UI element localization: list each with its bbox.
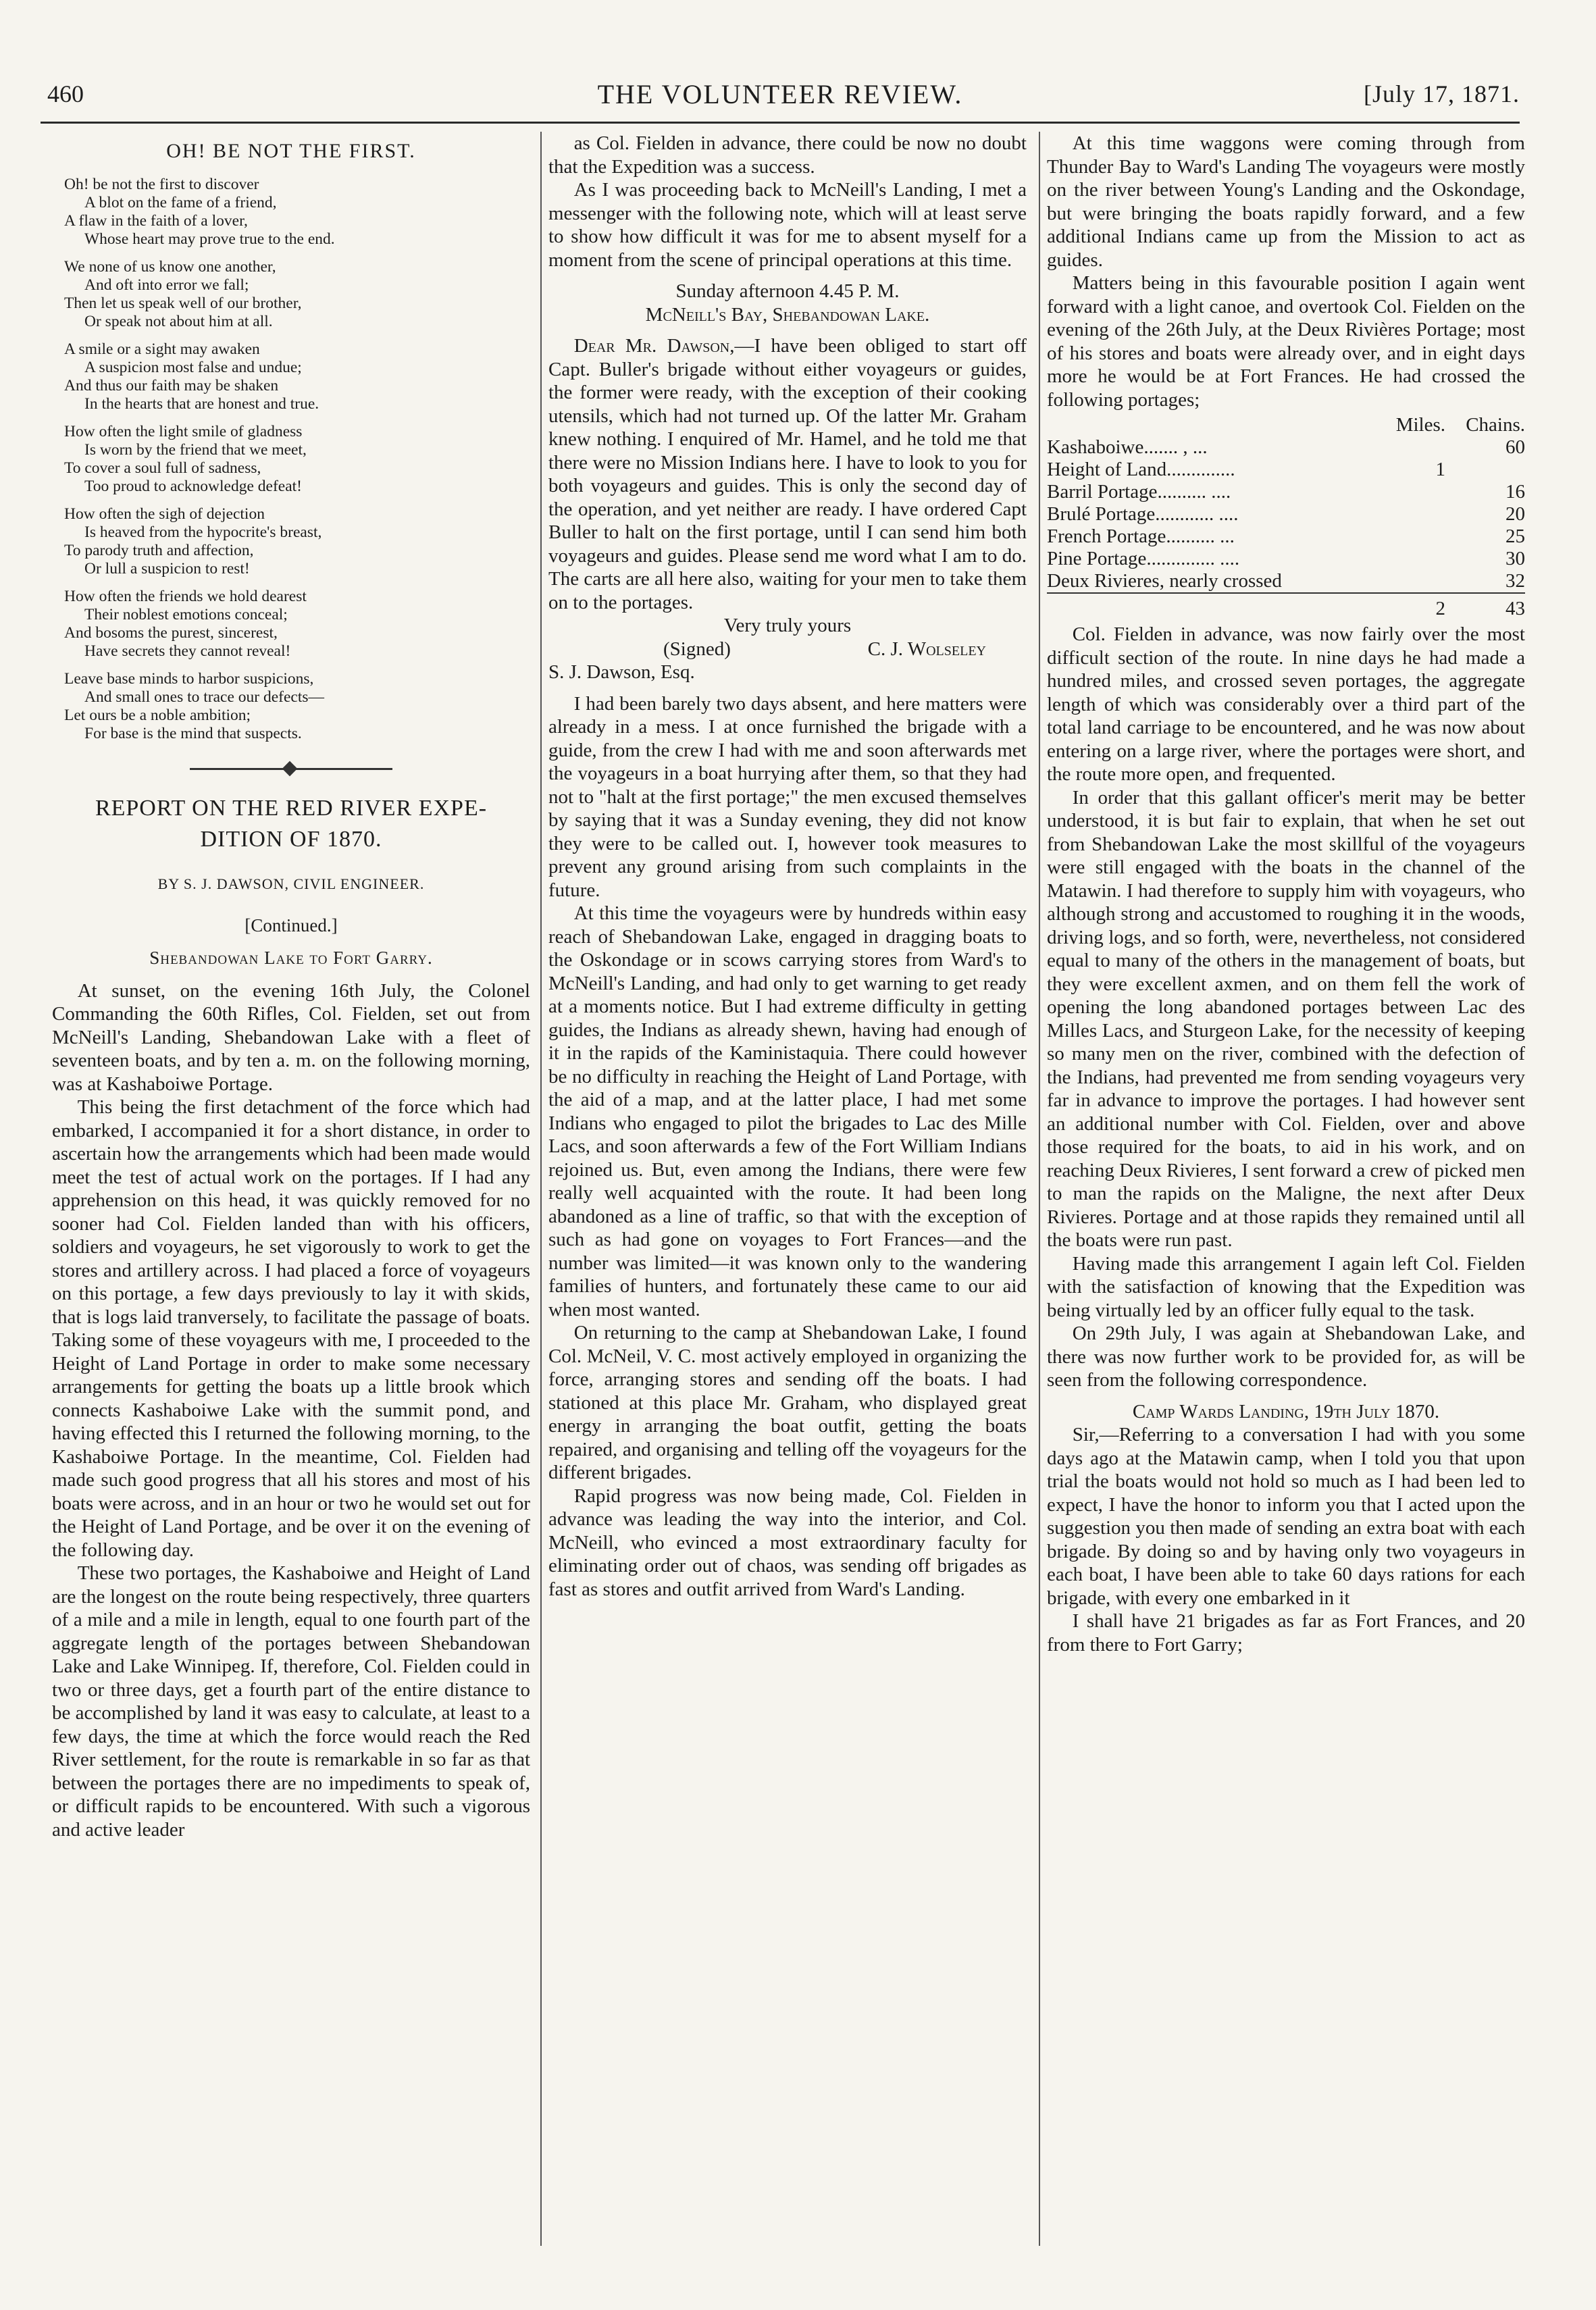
section-subtitle: Shebandowan Lake to Fort Garry. <box>149 948 433 968</box>
portage-name: Brulé Portage............ .... <box>1047 503 1239 525</box>
poem-line: Or speak not about him at all. <box>84 312 273 330</box>
paragraph: In order that this gallant officer's merit may be better understood, it is but fair to explain, that when he set out from Shebandowan Lake the most skillful of the voyageurs were still engaged with the boats in the channel of the Matawin. I had therefore to supply him with voyageurs, who although strong and accustomed to roughing it in the woods, driving logs, and so forth, were, nevertheless, not considered equal to many of the others in the management of boats, but they were excellent axmen, and on them fell the work of opening the long abandoned portages between Lac des Milles Lacs, and Sturgeon Lake, for the necessity of keeping so many men on the river, combined with the defection of the Indians, had prevented me from sending voyageurs very far in advance to improve the portages. I had however sent an additional number with Col. Fielden, over and above those required for the boats, to aid in his work, and on reaching Deux Rivieres, I sent forward a crew of picked men to man the rapids on the Maligne, the next after Deux Rivieres. Portage and at those rapids they remained until all the boats were run past. <box>1047 786 1525 1251</box>
page-number: 460 <box>47 80 84 107</box>
paragraph: At sunset, on the evening 16th July, the Colonel Commanding the 60th Rifles, Col. Fielden, set out from McNeill's Landing, Shebandowan Lake with a fleet of seventeen boats, and by ten a. m. on the following morning, was at Kashaboiwe Portage. <box>52 979 530 1095</box>
chains-header: Chains. <box>1466 414 1525 436</box>
poem-line: How often the friends we hold dearest <box>64 587 307 605</box>
poem-line: And thus our faith may be shaken <box>64 376 279 394</box>
portage-name: Pine Portage.............. .... <box>1047 548 1240 569</box>
paragraph: Having made this arrangement I again left Col. Fielden with the satisfaction of knowing that the Expedition was being virtually led by an officer fully equal to the task. <box>1047 1252 1525 1321</box>
poem-stanza <box>64 340 530 413</box>
total-miles: 2 <box>1371 593 1458 620</box>
poem-line: A blot on the fame of a friend, <box>84 193 277 211</box>
poem-stanza <box>64 176 530 249</box>
portage-row <box>1047 525 1525 548</box>
portage-row <box>1047 503 1525 525</box>
poem-line: Is heaved from the hypocrite's breast, <box>84 523 322 541</box>
portage-miles <box>1371 436 1458 459</box>
portages-table <box>1047 414 1525 620</box>
portage-chains <box>1458 459 1525 481</box>
poem-line: Is worn by the friend that we meet, <box>84 440 307 459</box>
poem-line: Too proud to acknowledge defeat! <box>84 477 303 495</box>
column-2-intro <box>548 132 1027 272</box>
poem-line: A suspicion most false and undue; <box>84 358 302 376</box>
poem-stanza <box>64 505 530 578</box>
poem-line: Their noblest emotions conceal; <box>84 605 288 623</box>
signer-name: C. J. Wolseley <box>867 638 986 660</box>
poem-line: Then let us speak well of our brother, <box>64 294 302 312</box>
poem-body <box>52 176 530 743</box>
poem-stanza <box>64 258 530 331</box>
portages-header-row <box>1047 414 1525 436</box>
header-rule <box>41 122 1520 124</box>
poem-stanza <box>64 423 530 496</box>
paragraph: Rapid progress was now being made, Col. Fielden in advance was leading the way into the interior, and Col. McNeill, who evinced a most extraordinary faculty for eliminating order out of chaos, was sending off brigades as fast as stores and outfit arrived from Ward's Landing. <box>548 1485 1027 1600</box>
portage-miles <box>1371 570 1458 593</box>
column-3-text-a <box>1047 132 1525 411</box>
poem-line: Let ours be a noble ambition; <box>64 706 251 724</box>
letter-dateline: Camp Wards Landing, 19th July 1870. <box>1132 1400 1440 1422</box>
letter-salutation: Dear Mr. Dawson, <box>573 335 735 357</box>
paragraph: These two portages, the Kashaboiwe and Height of Land are the longest on the route being respectively, three quarters of a mile and a mile in length, equal to one fourth part of the aggregate length of the portages between Shebandowan Lake and Lake Winnipeg. If, therefore, Col. Fielden could in two or three days, get a fourth part of the entire distance to be accomplished by land it was easy to calculate, at least to a few days, the time at which the force would reach the Red River settlement, for the route is remarkable in so far as that between the portages there are no impediments to speak of, or difficult rapids to be encountered. With such a vigorous and active leader <box>52 1562 530 1841</box>
total-chains: 43 <box>1458 593 1525 620</box>
letter-paragraph: I shall have 21 brigades as far as Fort Frances, and 20 from there to Fort Garry; <box>1047 1610 1525 1656</box>
poem-line: Or lull a suspicion to rest! <box>84 559 250 578</box>
paragraph: At this time waggons were coming through from Thunder Bay to Ward's Landing The voyageurs were mostly on the river between Young's Landing and the Oskondage, but were bringing the boats rapidly forward, and a few additional Indians came up from the Mission to act as guides. <box>1047 132 1525 271</box>
poem-line: For base is the mind that suspects. <box>84 724 302 742</box>
report-title-line: REPORT ON THE RED RIVER EXPE- <box>95 796 488 821</box>
column-3-text-b <box>1047 623 1525 1392</box>
column-1 <box>52 132 530 2246</box>
column-3 <box>1047 132 1525 2246</box>
portage-chains: 20 <box>1505 503 1525 525</box>
paragraph: Col. Fielden in advance, was now fairly over the most difficult section of the route. In nine days he had made a hundred miles, and crossed seven portages, the aggregate length of which was considerably over a third part of the total land carriage to be encountered, and he was now about entering on a large river, where the portages were short, and the route more open, and frequented. <box>1047 623 1525 785</box>
portage-name: Barril Portage.......... .... <box>1047 481 1231 503</box>
report-title <box>52 793 530 855</box>
paragraph: This being the first detachment of the force which had embarked, I accompanied it for a short distance, in order to ascertain how the arrangements which had been made would meet the test of actual work on the portages. If I had any apprehension on this head, it was quickly removed for no sooner had Col. Fielden landed than with his officers, soldiers and voyageurs, he set vigorously to work to get the stores and artillery across. I had placed a force of voyageurs on this portage, a few days previously to lay it with skids, that is logs laid tranversely, to facilitate the passage of boats. Taking some of these voyageurs with me, I proceeded to the Height of Land Portage in order to make some necessary arrangements for getting the boats up a little brook which connects Kashaboiwe Lake with the summit pond, and having effected this I returned the following morning, to the Kashaboiwe Portage. In the meantime, Col. Fielden had made such good progress that all his stores and most of his boats were across, and in an hour or two he would set out for the Height of Land Portage, and be over it on the evening of the following day. <box>52 1096 530 1561</box>
poem-line: Leave base minds to harbor suspicions, <box>64 669 314 688</box>
paragraph: I had been barely two days absent, and here matters were already in a mess. I at once furnished the brigade with a guide, from the crew I had with me and soon afterwards met the voyageurs in a boat hurrying after them, so that they had not to "halt at the first portage;" the men excused themselves by saying that it was a Sunday evening, they did not know they were to be called out. I, however took measures to prevent any ground arising from such complaints in the future. <box>548 692 1027 901</box>
letter-body <box>548 334 1027 614</box>
column-2-text <box>548 692 1027 1601</box>
portage-chains: 30 <box>1505 548 1525 569</box>
paragraph: as Col. Fielden in advance, there could be now no doubt that the Expedition was a success. <box>548 132 1027 178</box>
portage-name: French Portage.......... ... <box>1047 525 1235 547</box>
portage-miles: 1 <box>1435 459 1445 480</box>
portage-chains: 60 <box>1505 436 1525 458</box>
column-divider <box>1039 132 1040 2246</box>
portage-name: Kashaboiwe....... , ... <box>1047 436 1208 458</box>
poem-line: In the hearts that are honest and true. <box>84 394 319 413</box>
column-1-text <box>52 979 530 1842</box>
portage-row <box>1047 481 1525 503</box>
letter-text: —I have been obliged to start off Capt. Buller's brigade without either voyageurs or guides, the former were ready, with the exception of their cooking utensils, which had not turned up. Of the latter Mr. Graham knew nothing. I enquired of Mr. Hamel, and he told me that there were no Mission Indians here. I have to look to you for both voyageurs and guides. This is only the second day of the operation, and yet neither are ready. I have ordered Capt Buller to halt on the first portage, until I can send him both voyageurs and guides. Please send me word what I am to do. The carts are all here also, waiting for your men to take them on to the portages. <box>548 335 1027 613</box>
report-title-line: DITION OF 1870. <box>200 827 382 852</box>
portage-chains: 25 <box>1505 525 1525 547</box>
poem-stanza <box>64 670 530 743</box>
portage-total-row <box>1047 593 1525 620</box>
poem-line: Have secrets they cannot reveal! <box>84 642 291 660</box>
poem-line: We none of us know one another, <box>64 257 276 276</box>
portage-row <box>1047 436 1525 459</box>
letter-place: McNeill's Bay, Shebandowan Lake. <box>645 303 930 326</box>
total-spacer <box>1047 593 1371 620</box>
letter-dateline: Sunday afternoon 4.45 P. M. <box>675 280 900 302</box>
paragraph: At this time the voyageurs were by hundreds within easy reach of Shebandowan Lake, engaged in dragging boats to the Oskondage or in scows carrying stores from Ward's to McNeill's Landing, and had only to get warning to get ready at a moments notice. But I had extreme difficulty in getting guides, the Indians as already shewn, having had enough of it in the rapids of the Kaministaquia. There could however be no difficulty in reaching the Height of Land Portage, with the aid of a map, and at the latter place, I had met some Indians who engaged to pilot the brigades to Lac des Mille Lacs, and soon afterwards a few of the Fort William Indians rejoined us. But, even among the Indians, there were few really well acquainted with the route. It had been long abandoned as a line of traffic, so that with the exception of such as had gone on voyages to Fort Frances—and the number was limited—it was known only to the wandering families of hunters, and fortunately these came to our aid when most wanted. <box>548 902 1027 1320</box>
letter-paragraph: Sir,—Referring to a conversation I had with you some days ago at the Matawin camp, when I told you that upon trial the boats would not hold so much as I had been led to expect, I have the honor to inform you that I acted upon the suggestion you then made of sending an extra boat with each brigade. By doing so and by having only two voyageurs in each boat, I have been able to take 60 days rations for each brigade, with every one embarked in it <box>1047 1424 1525 1609</box>
poem-line: Whose heart may prove true to the end. <box>84 230 335 248</box>
paragraph: On 29th July, I was again at Shebandowan Lake, and there was now further work to be provided for, as will be seen from the following correspondence. <box>1047 1323 1525 1391</box>
portage-row <box>1047 570 1525 593</box>
column-2 <box>548 132 1027 2246</box>
portage-name: Deux Rivieres, nearly crossed <box>1047 570 1282 592</box>
paragraph: As I was proceeding back to McNeill's Landing, I met a messenger with the following note, which will at least serve to show how difficult it was for me to absent myself for a moment from the scene of principal operations at this time. <box>548 179 1027 271</box>
continued-label: [Continued.] <box>244 915 338 935</box>
column-divider <box>540 132 542 2246</box>
poem-line: And oft into error we fall; <box>84 276 249 294</box>
page-header <box>41 74 1520 115</box>
miles-header: Miles. <box>1395 414 1445 436</box>
journal-title: THE VOLUNTEER REVIEW. <box>597 79 963 109</box>
poem-title: OH! BE NOT THE FIRST. <box>166 140 416 162</box>
portage-miles <box>1371 481 1458 503</box>
poem-stanza <box>64 588 530 661</box>
letter-addressee: S. J. Dawson, Esq. <box>548 661 695 683</box>
poem-line: To cover a soul full of sadness, <box>64 459 261 477</box>
poem-line: To parody truth and affection, <box>64 541 254 559</box>
signed-label: (Signed) <box>663 638 731 660</box>
poem-line: A smile or a sight may awaken <box>64 340 260 358</box>
portage-miles <box>1371 525 1458 548</box>
poem-line: How often the sigh of dejection <box>64 505 265 523</box>
poem-line: And small ones to trace our defects— <box>84 688 325 706</box>
paragraph: On returning to the camp at Shebandowan Lake, I found Col. McNeil, V. C. most actively employed in organizing the force, arranging stores and sending off the boats. I had stationed at this place Mr. Graham, who displayed great energy in arranging the boat outfit, getting the boats repaired, and organising and telling off the voyageurs for the different brigades. <box>548 1322 1027 1483</box>
portage-miles <box>1371 548 1458 570</box>
poem-line: A flaw in the faith of a lover, <box>64 211 248 230</box>
paragraph: Matters being in this favourable position I again went forward with a light canoe, and overtook Col. Fielden on the evening of the 26th July, at the Deux Rivières Portage; most of his stores and boats were already over, and in eight days more he would be at Fort Frances. He had crossed the following portages; <box>1047 272 1525 411</box>
letter-signature <box>548 638 1027 661</box>
report-byline: BY S. J. DAWSON, CIVIL ENGINEER. <box>157 875 425 892</box>
portage-name: Height of Land.............. <box>1047 459 1235 480</box>
poem-line: How often the light smile of gladness <box>64 422 303 440</box>
portage-row <box>1047 548 1525 570</box>
poem-line: And bosoms the purest, sincerest, <box>64 623 278 642</box>
portage-chains: 32 <box>1505 570 1525 592</box>
portage-chains: 16 <box>1505 481 1525 503</box>
portage-miles <box>1371 503 1458 525</box>
section-ornament <box>52 752 530 776</box>
poem-line: Oh! be not the first to discover <box>64 175 259 193</box>
letter-2-body <box>1047 1423 1525 1656</box>
issue-date: [July 17, 1871. <box>1364 80 1520 107</box>
portage-row <box>1047 459 1525 481</box>
letter-closing: Very truly yours <box>723 615 852 636</box>
